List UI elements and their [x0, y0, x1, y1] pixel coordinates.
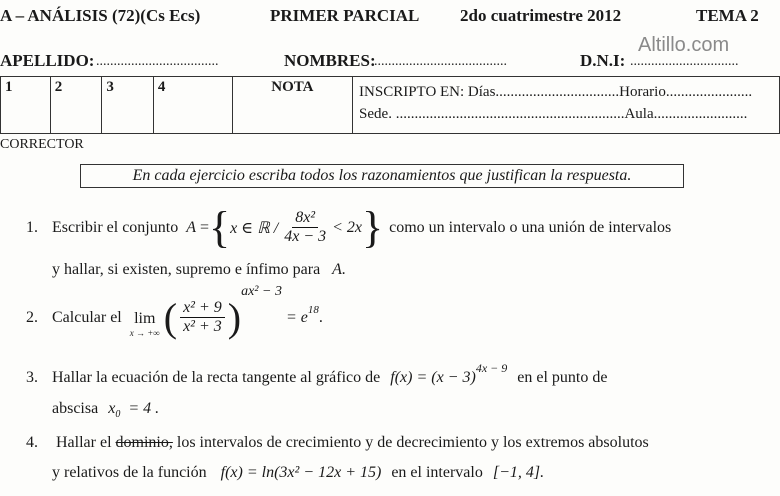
- q4-function: f(x) = ln(3x² − 12x + 15): [220, 464, 382, 481]
- q3-number: 3.: [26, 369, 38, 386]
- grading-grid: [0, 76, 780, 134]
- q4-interval: [−1, 4].: [492, 464, 545, 481]
- q3-function: f(x) = (x − 3): [390, 369, 476, 386]
- exam-term: 2do cuatrimestre 2012: [460, 6, 622, 25]
- q2-fraction: [180, 299, 225, 336]
- instruction-box: En cada ejercicio escriba todos los razonamientos que justifican la respuesta.: [80, 164, 684, 188]
- question-4: [26, 434, 649, 452]
- q1-line2-var: A.: [332, 261, 346, 278]
- q2-lim-subscript: x → +∞: [129, 327, 160, 338]
- question-4-line-2: [52, 464, 544, 482]
- q1-number: 1.: [26, 218, 38, 236]
- q4-number: 4.: [26, 434, 38, 451]
- dni-field: ...............................: [630, 54, 739, 69]
- q2-left-paren: (: [163, 295, 178, 340]
- q1-right-brace: }: [362, 203, 384, 252]
- q2-rhs: = e: [285, 308, 308, 326]
- grid-cell-4: 4: [153, 77, 232, 134]
- corrector-label: CORRECTOR: [0, 137, 84, 152]
- course-title: A – ANÁLISIS (72)(Cs Ecs): [0, 6, 201, 25]
- q1-frac-numerator: 8x²: [292, 209, 318, 228]
- q2-text-pre: Calcular el: [52, 308, 122, 326]
- q1-left-brace: {: [209, 203, 231, 252]
- q4-struck-word: dominio,: [115, 434, 173, 451]
- question-3-line-2: [52, 400, 159, 420]
- q4-text-post: los intervalos de crecimiento y de decrecimiento y los extremos absolutos: [176, 434, 649, 451]
- grid-cell-2: 2: [50, 77, 102, 134]
- q1-condition-post: < 2x: [332, 218, 362, 236]
- q3-x0-subscript: 0: [115, 409, 121, 421]
- q2-rhs-exponent: 18: [307, 303, 319, 316]
- nombres-field: ......................................: [374, 54, 507, 69]
- question-2: [26, 283, 323, 341]
- q1-text-pre: Escribir el conjunto: [52, 218, 179, 236]
- question-1-line-2: [52, 261, 346, 279]
- inscripto-box: [353, 77, 780, 134]
- q2-limit: [130, 310, 160, 338]
- q1-frac-denominator: 4x − 3: [284, 228, 327, 245]
- q4-line2-text: y relativos de la función: [52, 464, 207, 481]
- q2-lim-word: lim: [134, 309, 156, 327]
- dni-label: D.N.I:: [580, 51, 626, 70]
- exam-version: TEMA 2: [696, 6, 759, 25]
- q1-condition-pre: x ∈ ℝ /: [230, 219, 279, 237]
- inscripto-line-1: INSCRIPTO EN: Días.................................Horario.......................: [359, 84, 753, 100]
- q2-end: .: [318, 308, 323, 326]
- q3-text: Hallar la ecuación de la recta tangente al gráfico de: [52, 369, 381, 386]
- q1-text-post: como un intervalo o una unión de intervalos: [389, 218, 672, 236]
- q3-x0: x: [108, 400, 116, 417]
- inscripto-line-2: Sede. .............................................................Aula.........................: [359, 106, 748, 122]
- q4-interval-pre: en el intervalo: [391, 464, 483, 481]
- nombres-label: NOMBRES:: [284, 51, 376, 70]
- watermark-logo: Altillo.com: [638, 34, 730, 56]
- q1-equals: =: [199, 218, 209, 236]
- apellido-label: APELLIDO:: [0, 51, 95, 70]
- q1-line2-text: y hallar, si existen, supremo e ínfimo para: [52, 261, 321, 278]
- q2-right-paren: ): [227, 295, 242, 340]
- q2-number: 2.: [26, 308, 38, 326]
- q3-function-exponent: 4x − 9: [475, 361, 508, 375]
- q3-line2-text: abscisa: [52, 400, 99, 417]
- exam-title: PRIMER PARCIAL: [270, 6, 420, 25]
- grid-cell-nota: NOTA: [232, 77, 352, 134]
- grid-cell-1: 1: [1, 77, 51, 134]
- grid-cell-3: 3: [102, 77, 154, 134]
- q1-set-name: A: [186, 218, 196, 236]
- q2-frac-denominator: x² + 3: [183, 318, 222, 335]
- q2-exponent: ax² − 3: [241, 283, 282, 299]
- question-1: [26, 202, 671, 253]
- q3-text-post: en el punto de: [517, 369, 608, 386]
- q4-text-pre: Hallar el: [56, 434, 112, 451]
- q3-x0-value: = 4 .: [128, 400, 160, 417]
- apellido-field: ...................................: [96, 54, 219, 69]
- q2-frac-numerator: x² + 9: [180, 299, 225, 318]
- question-3: [26, 361, 608, 387]
- q1-fraction: [281, 209, 329, 246]
